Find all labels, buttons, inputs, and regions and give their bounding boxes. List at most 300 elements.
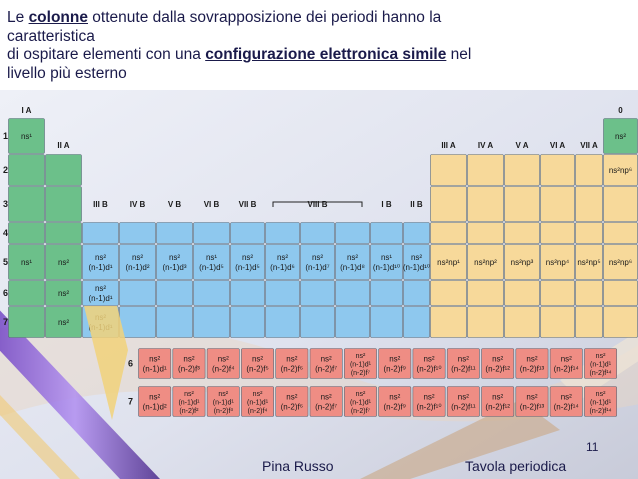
- cell-box: [157, 223, 193, 244]
- cell-box: [379, 349, 411, 379]
- cell-config: (n-1)d⁷: [305, 263, 330, 272]
- cell-config: (n-2)f⁷: [350, 408, 371, 415]
- cell-config: ns²: [595, 391, 606, 398]
- f-cell: [584, 349, 616, 379]
- cell-box: [541, 155, 575, 186]
- cell-config: ns²np³: [510, 258, 534, 267]
- cell-box: [541, 281, 575, 306]
- p-cell: [576, 245, 603, 280]
- cell-box: [194, 223, 230, 244]
- d-cell: [120, 245, 156, 280]
- p-cell: [468, 281, 504, 306]
- cell-box: [431, 187, 467, 222]
- d-cell: [336, 281, 370, 306]
- cell-config: ns²: [149, 354, 161, 364]
- f-cell: [139, 349, 171, 379]
- cell-box: [231, 245, 265, 280]
- cell-config: (n-2)f⁷: [315, 402, 338, 412]
- cell-box: [413, 387, 445, 417]
- cell-config: (n-1)d¹⁰: [402, 263, 431, 272]
- f-cell: [207, 349, 239, 379]
- cell-config: (n-2)f⁶: [280, 364, 304, 374]
- cell-box: [431, 281, 467, 306]
- p-cell: [541, 245, 575, 280]
- cell-config: ns²: [286, 392, 298, 402]
- cell-box: [276, 349, 308, 379]
- cell-box: [468, 281, 504, 306]
- cell-box: [266, 223, 300, 244]
- cell-box: [468, 307, 504, 338]
- cell-config: ns²: [183, 354, 195, 364]
- cell-box: [482, 349, 514, 379]
- cell-box: [516, 349, 548, 379]
- heading-line-4: livello più esterno: [7, 64, 127, 82]
- f-cell: [207, 387, 239, 417]
- group-label: 0: [618, 106, 623, 115]
- cell-box: [120, 245, 156, 280]
- f-cell: [276, 349, 308, 379]
- s-cell: [46, 281, 82, 306]
- p-cell: [576, 307, 603, 338]
- cell-config: ns²: [457, 392, 469, 402]
- cell-box: [371, 307, 403, 338]
- p-cell: [541, 223, 575, 244]
- heading-text: Le: [7, 9, 29, 26]
- p-cell: [541, 155, 575, 186]
- d-cell: [371, 245, 403, 280]
- cell-config: ns²: [57, 258, 70, 267]
- p-cell: [604, 281, 638, 306]
- cell-box: [550, 349, 582, 379]
- cell-box: [231, 307, 265, 338]
- cell-config: (n-2)f¹¹: [451, 364, 476, 374]
- cell-box: [505, 281, 540, 306]
- cell-box: [9, 281, 45, 306]
- cell-config: ns²np⁵: [577, 258, 601, 267]
- cell-config: ns²: [423, 392, 435, 402]
- cell-config: (n-2)f⁷: [315, 364, 338, 374]
- cell-box: [604, 187, 638, 222]
- heading-line-3: [7, 46, 635, 65]
- cell-box: [9, 307, 45, 338]
- f-cell: [379, 349, 411, 379]
- cell-config: ns²: [131, 253, 144, 262]
- cell-box: [413, 349, 445, 379]
- d-cell: [301, 223, 335, 244]
- cell-box: [310, 349, 342, 379]
- f-cell: [516, 387, 548, 417]
- period-label: 1: [3, 131, 9, 141]
- f-cell: [550, 349, 582, 379]
- cell-box: [194, 307, 230, 338]
- cell-config: (n-2)f¹²: [485, 402, 510, 412]
- cell-config: ns¹: [380, 253, 393, 262]
- cell-box: [266, 281, 300, 306]
- cell-box: [336, 223, 370, 244]
- cell-box: [46, 223, 82, 244]
- footer-topic: Tavola periodica: [465, 458, 567, 474]
- cell-config: ns²: [149, 392, 161, 402]
- cell-config: ns²: [389, 354, 401, 364]
- cell-box: [301, 223, 335, 244]
- cell-config: (n-1)d¹: [590, 399, 612, 407]
- cell-box: [157, 245, 193, 280]
- f-cell: [310, 349, 342, 379]
- cell-config: (n-2)f⁴: [211, 364, 235, 374]
- group-label: VI A: [549, 141, 566, 150]
- cell-config: (n-2)f³: [213, 408, 233, 415]
- p-cell: [604, 187, 638, 222]
- footer-author: Pina Russo: [262, 458, 334, 474]
- p-cell: [468, 245, 504, 280]
- cell-box: [576, 307, 603, 338]
- f-cell: [482, 349, 514, 379]
- d-cell: [231, 223, 265, 244]
- cell-box: [505, 155, 540, 186]
- cell-box: [576, 187, 603, 222]
- keyword-colonne: colonne: [28, 9, 88, 26]
- f-cell: [413, 387, 445, 417]
- cell-box: [404, 307, 430, 338]
- cell-config: (n-2)f¹¹: [451, 402, 476, 412]
- keyword-configurazione: configurazione elettronica simile: [205, 46, 447, 63]
- page-number: 11: [586, 440, 599, 454]
- cell-box: [83, 245, 119, 280]
- cell-config: ns²: [276, 253, 289, 262]
- d-cell: [266, 281, 300, 306]
- f-cell: [447, 387, 479, 417]
- cell-box: [120, 307, 156, 338]
- cell-box: [516, 387, 548, 417]
- cell-config: ns²np⁶: [608, 258, 633, 267]
- cell-box: [336, 245, 370, 280]
- cell-box: [266, 307, 300, 338]
- cell-config: (n-2)f¹⁰: [416, 402, 442, 412]
- cell-box: [276, 387, 308, 417]
- cell-config: (n-2)f⁴: [247, 408, 268, 415]
- cell-box: [431, 155, 467, 186]
- d-cell: [371, 307, 403, 338]
- d-cell: [404, 223, 430, 244]
- d-cell: [336, 223, 370, 244]
- d-cell: [231, 245, 265, 280]
- cell-config: ns²: [252, 391, 263, 398]
- cell-config: ns²: [218, 391, 229, 398]
- cell-config: (n-2)f¹³: [519, 402, 545, 412]
- f-cell: [413, 349, 445, 379]
- heading-line-2: caratteristica: [7, 27, 95, 45]
- cell-box: [207, 349, 239, 379]
- s-cell: [9, 245, 45, 280]
- cell-config: (n-1)d¹: [590, 361, 612, 369]
- group-label: IV B: [129, 200, 146, 209]
- s-cell: [9, 119, 45, 154]
- s-cell: [46, 307, 82, 338]
- cell-box: [541, 223, 575, 244]
- cell-box: [482, 387, 514, 417]
- p-cell: [604, 155, 638, 186]
- p-cell: [541, 307, 575, 338]
- cell-config: (n-1)d²: [125, 263, 150, 272]
- s-cell: [9, 223, 45, 244]
- p-cell: [431, 281, 467, 306]
- heading-text: nel: [446, 46, 472, 63]
- d-cell: [336, 245, 370, 280]
- p-cell: [505, 245, 540, 280]
- cell-config: ns²: [241, 253, 254, 262]
- group-label: V B: [167, 200, 182, 209]
- cell-box: [576, 281, 603, 306]
- p-cell: [604, 223, 638, 244]
- cell-box: [404, 281, 430, 306]
- d-cell: [83, 223, 119, 244]
- group-label: V A: [515, 141, 529, 150]
- f-cell: [241, 387, 273, 417]
- f-cell: [344, 387, 376, 417]
- p-cell: [431, 187, 467, 222]
- p-cell: [505, 187, 540, 222]
- p-cell: [505, 307, 540, 338]
- cell-config: (n-1)d¹: [212, 399, 234, 407]
- cell-box: [157, 281, 193, 306]
- cell-box: [468, 223, 504, 244]
- period-label: 5: [3, 257, 9, 267]
- cell-config: ns²: [595, 353, 606, 360]
- cell-box: [9, 223, 45, 244]
- cell-config: ns²np⁴: [545, 258, 570, 267]
- cell-box: [379, 387, 411, 417]
- p-cell: [505, 155, 540, 186]
- s-cell: [46, 187, 82, 222]
- group-label: I B: [381, 200, 392, 209]
- p-cell: [576, 223, 603, 244]
- cell-box: [310, 387, 342, 417]
- d-cell: [404, 307, 430, 338]
- heading-text: di ospitare elementi con una: [7, 46, 206, 63]
- d-cell: [266, 223, 300, 244]
- cell-box: [371, 281, 403, 306]
- cell-config: ns²: [560, 354, 572, 364]
- p-cell: [468, 223, 504, 244]
- p-cell: [541, 281, 575, 306]
- cell-config: (n-1)d¹: [88, 294, 113, 303]
- cell-config: ns²: [410, 253, 423, 262]
- slide-heading: [7, 9, 635, 89]
- cell-box: [404, 223, 430, 244]
- p-cell: [431, 223, 467, 244]
- cell-box: [604, 281, 638, 306]
- cell-box: [336, 281, 370, 306]
- cell-box: [604, 307, 638, 338]
- f-cell: [173, 349, 205, 379]
- cell-box: [120, 281, 156, 306]
- d-cell: [120, 307, 156, 338]
- period-label: 4: [3, 228, 9, 238]
- cell-config: (n-1)d¹: [349, 399, 371, 407]
- d-cell: [194, 223, 230, 244]
- cell-config: (n-1)d³: [162, 263, 187, 272]
- cell-config: ns²np⁶: [608, 166, 633, 175]
- f-cell: [584, 387, 616, 417]
- cell-box: [431, 223, 467, 244]
- heading-text: ottenute dalla sovrapposizione dei periodi hanno la: [87, 9, 442, 26]
- d-cell: [301, 281, 335, 306]
- cell-config: (n-2)f¹³: [519, 364, 545, 374]
- cell-config: (n-2)f⁹: [383, 402, 407, 412]
- cell-config: ns²: [286, 354, 298, 364]
- cell-config: (n-2)f¹⁴: [553, 364, 579, 374]
- cell-config: (n-1)d⁵: [199, 263, 224, 272]
- f-cell: [241, 349, 273, 379]
- cell-config: ns²np²: [474, 258, 497, 267]
- cell-box: [194, 281, 230, 306]
- s-cell: [9, 155, 45, 186]
- cell-config: ns¹: [205, 253, 218, 262]
- d-cell: [120, 281, 156, 306]
- cell-config: ns²: [57, 318, 70, 327]
- f-cell: [344, 349, 376, 379]
- cell-box: [301, 245, 335, 280]
- cell-config: ns²: [355, 391, 366, 398]
- p-cell: [505, 223, 540, 244]
- d-cell: [266, 245, 300, 280]
- cell-config: ns²: [492, 392, 504, 402]
- cell-box: [9, 155, 45, 186]
- cell-config: ns²: [217, 354, 229, 364]
- cell-config: ns²: [251, 354, 264, 364]
- d-cell: [194, 307, 230, 338]
- f-cell: [482, 387, 514, 417]
- f-cell: [447, 349, 479, 379]
- period-label: 7: [128, 396, 134, 407]
- cell-box: [231, 223, 265, 244]
- group-label: III B: [93, 200, 108, 209]
- cell-config: (n-1)d²: [142, 402, 167, 412]
- cell-box: [468, 187, 504, 222]
- cell-config: ns²: [355, 353, 366, 360]
- p-cell: [505, 281, 540, 306]
- group-label: III A: [441, 141, 456, 150]
- d-cell: [371, 223, 403, 244]
- f-cell: [516, 349, 548, 379]
- cell-config: ns²: [423, 354, 435, 364]
- cell-config: (n-1)d¹: [178, 399, 200, 407]
- cell-config: ns²: [94, 284, 107, 293]
- p-cell: [468, 307, 504, 338]
- cell-box: [301, 307, 335, 338]
- cell-box: [541, 187, 575, 222]
- cell-config: ns²: [614, 132, 627, 141]
- group-label: VII A: [580, 141, 598, 150]
- cell-config: ns²: [311, 253, 324, 262]
- cell-box: [46, 187, 82, 222]
- cell-box: [447, 349, 479, 379]
- cell-config: ns²: [492, 354, 504, 364]
- cell-box: [139, 387, 171, 417]
- cell-config: ns²: [168, 253, 181, 262]
- cell-config: ns²: [457, 354, 469, 364]
- d-cell: [157, 223, 193, 244]
- cell-box: [301, 281, 335, 306]
- cell-box: [194, 245, 230, 280]
- f-cell: [173, 387, 205, 417]
- d-cell: [194, 281, 230, 306]
- cell-box: [336, 307, 370, 338]
- cell-config: ns²: [560, 392, 572, 402]
- cell-config: (n-1)d¹: [88, 263, 113, 272]
- cell-box: [241, 349, 273, 379]
- f-cell: [276, 387, 308, 417]
- d-cell: [301, 245, 335, 280]
- cell-config: (n-2)f¹⁴: [589, 370, 612, 377]
- d-cell: [194, 245, 230, 280]
- group-label: II A: [57, 141, 70, 150]
- cell-config: ns²np¹: [437, 258, 460, 267]
- cell-box: [46, 155, 82, 186]
- cell-config: ns²: [320, 392, 332, 402]
- cell-box: [139, 349, 171, 379]
- cell-config: (n-1)d¹: [247, 399, 269, 407]
- period-label: 6: [3, 288, 9, 298]
- cell-config: (n-2)f⁵: [246, 364, 269, 374]
- cell-config: (n-1)d¹⁰: [372, 263, 401, 272]
- group-label: VIII B: [307, 200, 328, 209]
- period-label: 3: [3, 199, 9, 209]
- cell-box: [371, 245, 403, 280]
- cell-config: (n-2)f⁹: [383, 364, 407, 374]
- cell-box: [371, 223, 403, 244]
- p-cell: [431, 155, 467, 186]
- d-cell: [371, 281, 403, 306]
- d-cell: [231, 307, 265, 338]
- s-cell: [9, 187, 45, 222]
- cell-box: [505, 187, 540, 222]
- d-cell: [266, 307, 300, 338]
- p-cell: [604, 245, 638, 280]
- s-cell: [46, 223, 82, 244]
- period-label: 2: [3, 165, 9, 175]
- period-label: 7: [3, 317, 9, 327]
- d-cell: [301, 307, 335, 338]
- cell-config: (n-2)f³: [178, 364, 200, 374]
- cell-box: [604, 223, 638, 244]
- f-cell: [139, 387, 171, 417]
- cell-config: (n-2)f¹⁴: [553, 402, 579, 412]
- f-cell: [550, 387, 582, 417]
- group-label: I A: [21, 106, 32, 115]
- cell-config: ns²: [57, 289, 70, 298]
- cell-box: [431, 307, 467, 338]
- p-cell: [431, 245, 467, 280]
- cell-box: [468, 155, 504, 186]
- cell-box: [505, 307, 540, 338]
- cell-config: ns²: [346, 253, 359, 262]
- p-cell: [468, 155, 504, 186]
- f-cell: [379, 387, 411, 417]
- cell-box: [83, 223, 119, 244]
- cell-config: (n-2)f⁷: [350, 370, 371, 377]
- cell-config: (n-1)d¹: [142, 364, 167, 374]
- helium-cell: [604, 119, 638, 154]
- cell-box: [9, 187, 45, 222]
- cell-config: ns²: [320, 354, 332, 364]
- group-label: VII B: [238, 200, 257, 209]
- s-cell: [9, 307, 45, 338]
- group-label: VI B: [203, 200, 220, 209]
- group-label: IV A: [477, 141, 494, 150]
- cell-config: (n-1)d⁶: [270, 263, 295, 272]
- p-cell: [576, 281, 603, 306]
